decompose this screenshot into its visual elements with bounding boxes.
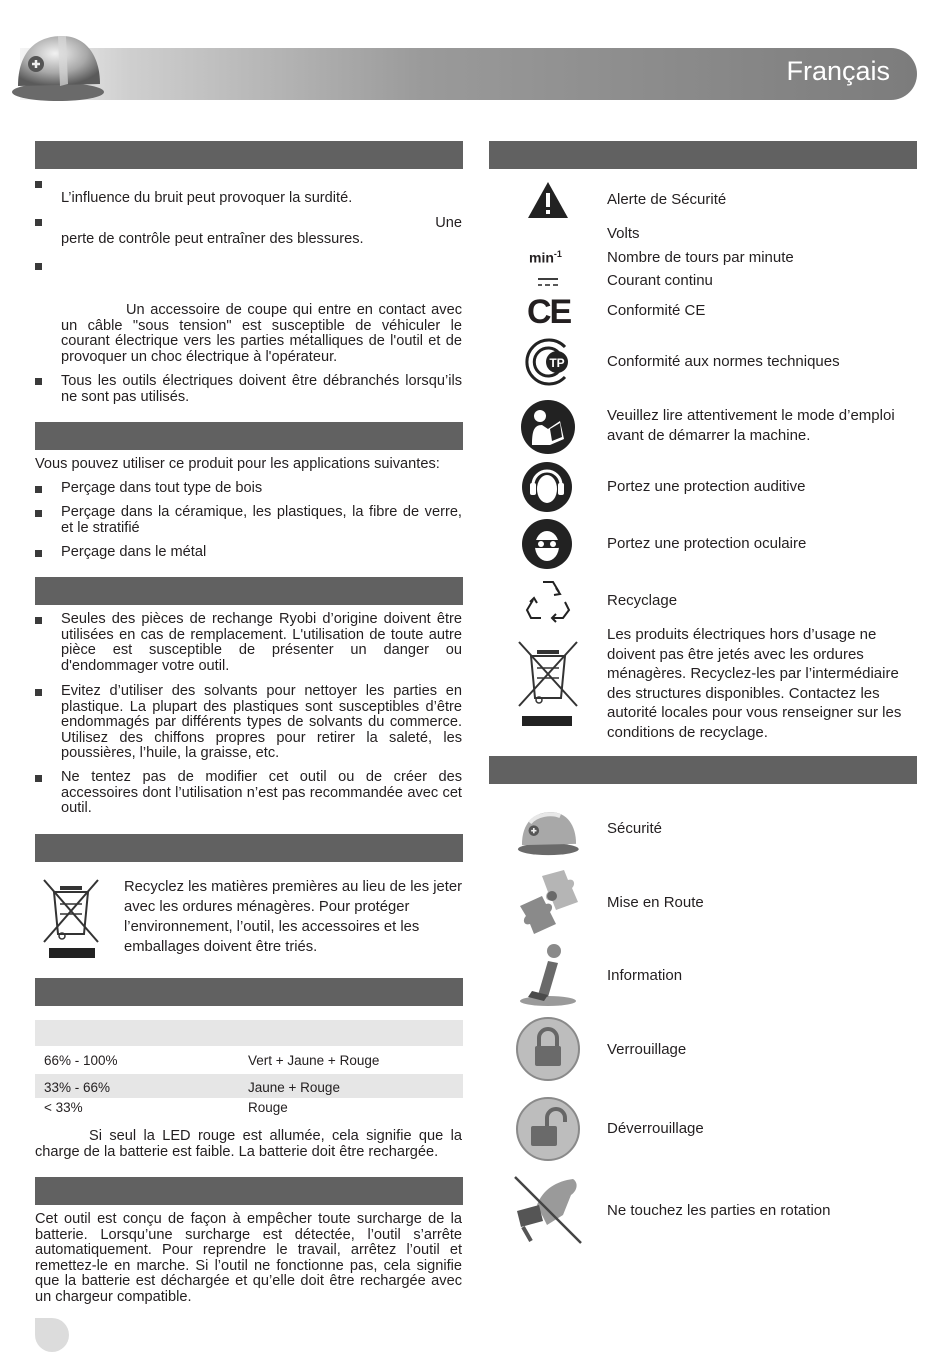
bullet (35, 617, 42, 624)
page-number-tab (35, 1318, 69, 1352)
maintenance-item: Seules des pièces de rechange Ryobi d’origine doivent être utilisées en cas de remplacement. L'utilisation de toute autre pièce est susceptible de présenter un danger ou d'endommager votre outil. (61, 611, 462, 674)
table-row (35, 1095, 463, 1117)
symbol-label: Conformité CE (607, 302, 706, 319)
battery-level: 33% - 66% (44, 1080, 111, 1095)
symbol-label: Portez une protection auditive (607, 478, 806, 495)
gost-mark-text: TP (549, 356, 565, 370)
min-icon (529, 249, 562, 266)
maintenance-item: Ne tentez pas de modifier cet outil ou de créer des accessoires dont l’utilisation n’est pas recommandée avec cet outil. (61, 769, 462, 817)
warning-noise: L’influence du bruit peut provoquer la surdité. (61, 190, 353, 206)
environment-text: Recyclez les matières premières au lieu de les jeter avec les ordures ménagères. Pour protéger l’environnement, l’outil, les accessoires et les emballages doivent être triés. (124, 879, 463, 955)
symbol-label: Verrouillage (607, 1041, 687, 1058)
volts-icon (530, 224, 566, 242)
warning-control: perte de contrôle peut entraîner des blessures. (61, 231, 364, 247)
battery-level: 66% - 100% (44, 1053, 118, 1068)
bullet (35, 510, 42, 517)
lock-icon (515, 1016, 581, 1082)
battery-table-header (35, 1020, 463, 1046)
symbol-label: Courant continu (607, 272, 713, 289)
min-icon-sup: -1 (553, 249, 562, 259)
battery-note: Si seul la LED rouge est allumée, cela signifie que la charge de la batterie est faible. La batterie doit être rechargée. (35, 1128, 462, 1160)
usage-intro: Vous pouvez utiliser ce produit pour les applications suivantes: (35, 456, 440, 472)
symbol-label: Mise en Route (607, 894, 704, 911)
usage-item: Perçage dans la céramique, les plastiques, la fibre de verre, et le stratifié (61, 504, 462, 536)
ce-mark-icon: CE (527, 293, 571, 331)
bullet (35, 486, 42, 493)
bullet (35, 689, 42, 696)
battery-leds: Jaune + Rouge (248, 1080, 340, 1095)
symbol-label: Recyclage (607, 592, 678, 609)
section-bar-warnings (35, 141, 463, 169)
puzzle-icon (512, 866, 580, 936)
symbol-label: Déverrouillage (607, 1120, 704, 1137)
battery-leds: Rouge (248, 1100, 288, 1115)
unlock-icon (515, 1096, 581, 1162)
usage-item: Perçage dans tout type de bois (61, 480, 263, 496)
min-icon-text: min (529, 249, 554, 266)
header-bar (20, 48, 917, 100)
section-bar-manual-symbols (489, 756, 917, 784)
symbol-label: Alerte de Sécurité (607, 191, 727, 208)
symbol-label: Ne touchez les parties en rotation (607, 1202, 831, 1219)
bullet (35, 219, 42, 226)
maintenance-item: Evitez d’utiliser des solvants pour nettoyer les parties en plastique. La plupart des plastiques sont susceptibles d’être endommagés par différents types de solvants du commerce. Utilisez des chiffons propres pour retirer la saleté, les poussières, l’huile, la graisse, etc. (61, 683, 462, 762)
warning-unplug: Tous les outils électriques doivent être débranchés lorsqu’ils ne sont pas utilisés. (61, 373, 462, 405)
ear-protection-icon (521, 461, 573, 513)
symbol-label: Sécurité (607, 820, 663, 837)
section-bar-overload (35, 1177, 463, 1205)
usage-item: Perçage dans le métal (61, 544, 207, 560)
bullet (35, 263, 42, 270)
section-bar-maintenance (35, 577, 463, 605)
safety-helmet-icon (6, 22, 106, 104)
warning-live-wire: Un accessoire de coupe qui entre en contact avec un câble "sous tension" est susceptible de véhiculer le courant électrique vers les parties métalliques de l'outil et de provoquer un choc électrique à l'opérateur. (61, 302, 462, 365)
battery-level: < 33% (44, 1100, 83, 1115)
bullet (35, 550, 42, 557)
crossed-bin-icon (517, 640, 579, 728)
symbol-label: Volts (607, 225, 640, 242)
recycling-icon (523, 576, 573, 624)
bullet (35, 181, 42, 188)
symbol-label: Conformité aux normes techniques (607, 353, 840, 370)
safety-helmet-icon (514, 800, 580, 860)
symbol-label: Les produits électriques hors d’usage ne doivent pas être jetés avec les ordures ménagères. Recyclez-les par l’intermédiaire des structures disponibles. Contactez les autorité locales pour vous renseigner sur les conditions de recyclage. (607, 626, 902, 741)
section-bar-battery (35, 978, 463, 1006)
section-bar-environment (35, 834, 463, 862)
eye-protection-icon (521, 518, 573, 570)
bullet (35, 378, 42, 385)
section-bar-symbols (489, 141, 917, 169)
symbol-label: Portez une protection oculaire (607, 535, 807, 552)
bullet (35, 775, 42, 782)
no-touch-icon (513, 1175, 583, 1245)
read-manual-icon (520, 399, 576, 455)
crossed-bin-icon (42, 876, 100, 960)
battery-leds: Vert + Jaune + Rouge (248, 1053, 380, 1068)
overload-text: Cet outil est conçu de façon à empêcher toute surcharge de la batterie. Lorsqu’une surcharge est détectée, l’outil s’arrête automatiquement. Pour reprendre le travail, arrêtez l’outil et remettez-le en marche. Si l’outil ne fonctionne pas, cela signifie que la batterie est déchargée et qu’elle doit être rechargée avec un chargeur compatible. (35, 1211, 462, 1305)
section-bar-usage (35, 422, 463, 450)
warning-triangle-icon (526, 180, 570, 220)
information-icon (514, 941, 580, 1007)
symbol-label: Veuillez lire attentivement le mode d’emploi avant de démarrer la machine. (607, 407, 895, 444)
gost-mark-icon (521, 337, 573, 387)
language-title: Français (786, 56, 890, 86)
warning-control-lead: Une (435, 215, 462, 231)
symbol-label: Information (607, 967, 683, 984)
table-row (35, 1047, 463, 1071)
symbol-label: Nombre de tours par minute (607, 249, 794, 266)
dc-current-icon (537, 277, 559, 287)
